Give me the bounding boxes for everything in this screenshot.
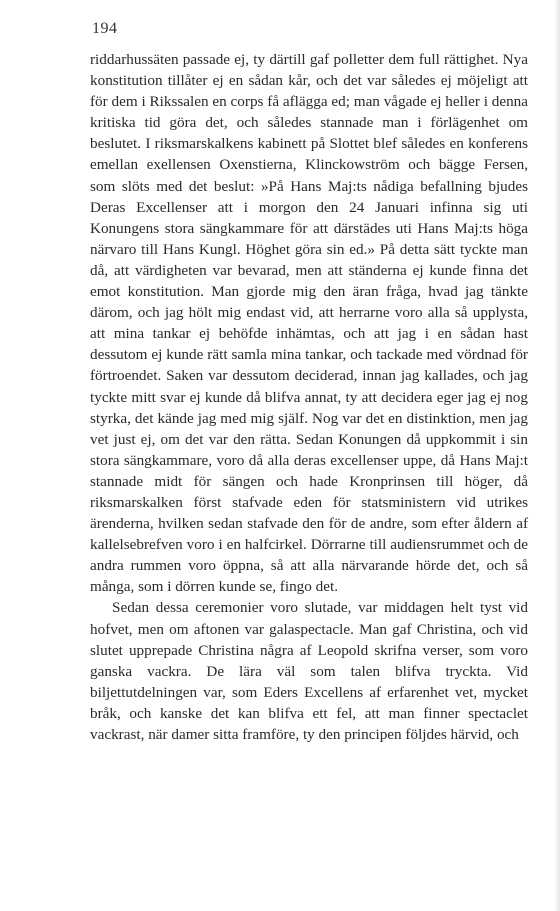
page-edge-shadow (554, 0, 560, 911)
body-text (90, 49, 528, 745)
paragraph-2: Sedan dessa ceremonier voro slutade, var middagen helt tyst vid hofvet, men om aftonen var galaspectacle. Man gaf Christina, och vid slutet upprepade Christina några af Leopold skrifna verser, som voro ganska vackra. De lära väl som talen blifva tryckta. Vid biljettutdelningen var, som Eders Excellens af erfarenhet vet, mycket bråk, och kanske det kan blifva ett fel, att man finner spectaclet vackrast, när damer sitta framföre, ty den principen följdes härvid, och (90, 599, 528, 743)
page-number: 194 (92, 20, 118, 37)
paragraph-1: riddarhussäten passade ej, ty därtill gaf polletter dem full rättighet. Nya konstitution tillåter ej en sådan kår, och det var således ej möjeligt att för dem i Rikssalen en corps få aflägga ed; man vågade ej heller i denna kritiska tid göra det, och således stannade man i förlägenhet om beslutet. I riksmarskalkens kabinett på Slottet blef således en konferens emellan exellensen Oxenstierna, Klinckowström och bägge Fersen, som slöts med det beslut: »På Hans Maj:ts nådiga befallning bjudes Deras Excellenser att i morgon den 24 Januari infinna sig uti Konungens stora sängkammare för att därstädes uti Hans Maj:ts höga närvaro till Hans Kungl. Höghet göra sin ed.» På detta sätt tyckte man då, att värdigheten var bevarad, men att ständerna ej kunde finna det emot konstitution. Man gjorde mig den äran fråga, hvad jag tänkte därom, och jag hölt mig endast vid, att herrarne voro alla så upplysta, att mina tankar ej behöfde inhämtas, och att jag i en sådan hast dessutom ej kunde rätt samla mina tankar, och tackade med vördnad för förtroendet. Saken var dessutom deciderad, innan jag kallades, och jag tyckte mitt svar ej kunde då blifva annat, ty att decidera eger jag ej nog styrka, det kände jag med mig själf. Nog var det en distinktion, men jag vet just ej, om det var den rätta. Sedan Konungen då uppkommit i sin stora sängkammare, voro då alla deras excellenser uppe, då Hans Maj:t stannade midt för sängen och hade Kronprinsen till höger, då riksmarskalken först stafvade eden för statsministern vid utrikes ärenderna, hvilken sedan stafvade den för de andre, som efter åldern af kallelsebrefven voro i en halfcirkel. Dörrarne till audiensrummet och de andra rummen voro öppna, så att alla närvarande hörde det, och så många, som i dörren kunde se, fingo det. (90, 51, 528, 596)
